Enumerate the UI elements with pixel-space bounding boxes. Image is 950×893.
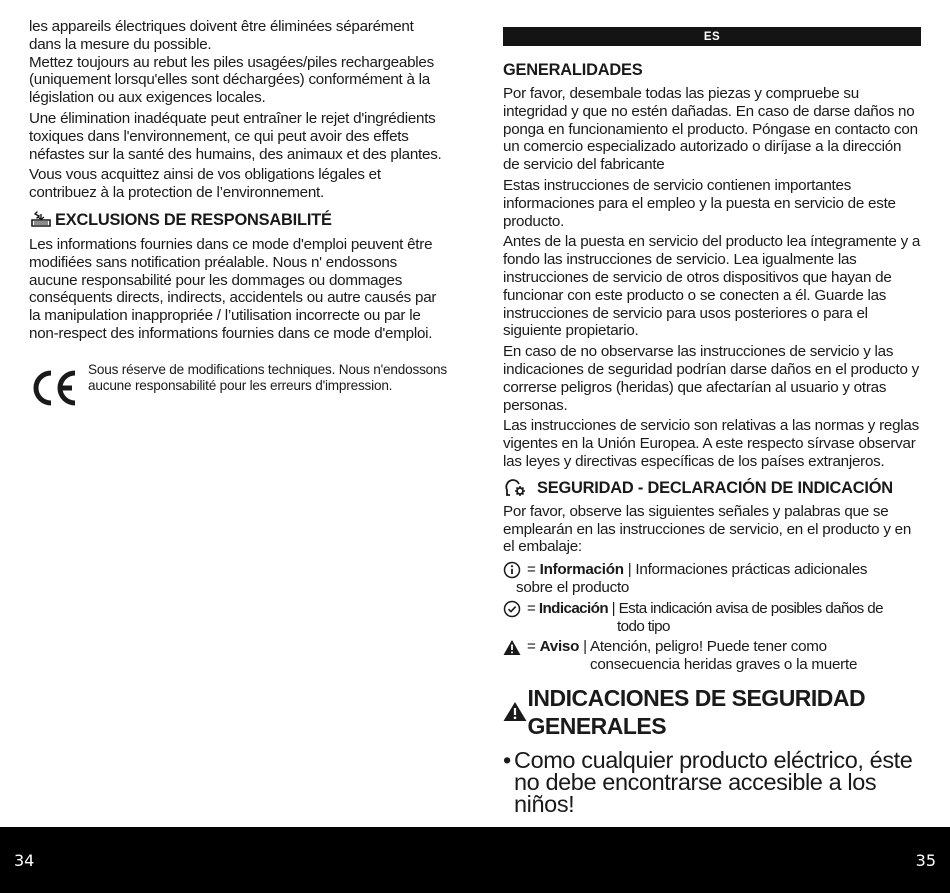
legend-desc-indication-1: Esta indicación avisa de posibles daños de [618,599,883,617]
legend-item-warning: = Aviso | Atención, peligro! Puede tener como consecuencia heridas graves o la muerte [503,638,921,674]
safety-intro: Por favor, observe las siguientes señales y palabras que se emplearán en las instrucciones de servicio, en el producto y en el embalaje: [503,502,912,556]
legend-desc-indication-2: todo tipo [617,617,670,635]
bullet-text: Como cualquier producto eléctrico, éste no debe encontrarse accesible a los niños! [514,746,913,817]
warning-large-icon [503,701,527,722]
paragraph-es-1: Por favor, desembale todas las piezas y compruebe su integridad y que no estén dañadas. En caso de darse daños no ponga en funcionamiento el producto. Póngase en contacto con un comercio especializado autorizado o diríjase a la dirección de servicio del fabricante [503,85,918,174]
check-circle-icon [503,600,527,618]
bullet-dot: • [503,746,511,773]
paragraph-legal: Vous vous acquittez ainsi de vos obligations légales et contribuez à la protection de l’environnement. [29,166,381,202]
bullet-item [503,746,921,817]
language-bar: ES [503,27,921,46]
safety-gear-icon [503,478,537,498]
paragraph-es-3: Antes de la puesta en servicio del producto lea íntegramente y a fondo las instrucciones de servicio. Lea igualmente las instrucciones de servicio de otros dispositivos que hayan de funcionar con este producto o se conecten a él. Guarde las instrucciones de servicio para usos posteriores o para el siguiente propietario. [503,233,921,340]
legend-desc-warning-2: consecuencia heridas graves o la muerte [590,656,858,674]
exclusions-text: Les informations fournies dans ce mode d'emploi peuvent être modifiées sans notification préalable. Nous n' endossons aucune responsabilité pour les dommages ou dommages conséquents directs, indirects, accidentels ou autre causés par la manipulation inappropriée / l’utilisation incorrecte ou par le non-respect des informations fournies dans ce mode d'emploi. [29,235,437,342]
left-column [29,18,449,409]
legend-term-warning: Aviso [539,638,580,656]
intro-line-2: Mettez toujours au rebut les piles usagées/piles rechargeables (uniquement lorsqu'elles sont déchargées) conformément à la législation ou aux exigences locales. [29,53,434,107]
legend-desc-warning-1: Atención, peligro! Puede tener como [589,638,827,656]
ce-text: Sous réserve de modifications techniques. Nous n'endossons aucune responsabilité pour les erreurs d'impression. [88,361,447,394]
general-safety-heading [503,684,921,740]
legend-term-indication: Indicación [538,599,608,617]
general-heading [503,60,921,80]
paragraph-es-4: En caso de no observarse las instrucciones de servicio y las indicaciones de seguridad podrían darse daños en el producto y correrse peligros (heridas) que afectarían al usuario y otras personas. [503,343,919,414]
safety-heading [503,478,921,498]
paragraph-toxic: Une élimination inadéquate peut entraîner le rejet d'ingrédients toxiques dans l'environnement, ce qui peut avoir des effets néfastes sur la santé des humains, des animaux et des plantes. [29,109,442,163]
scale-icon [29,210,55,230]
legend-desc-information-2: sobre el producto [516,578,630,596]
right-column [503,60,921,815]
general-heading-text: GENERALIDADES [503,61,643,79]
exclusions-heading-text: EXCLUSIONS DE RESPONSABILITÉ [55,210,332,229]
ce-block [29,361,449,409]
page-number-left: 34 [14,851,35,870]
ce-mark-icon [29,367,81,409]
legend-item-indication: = Indicación | Esta indicación avisa de posibles daños de todo tipo [503,600,921,636]
legend-desc-information-1: Informaciones prácticas adicionales [635,561,868,579]
legend-term-information: Información [539,561,624,579]
legend-item-information: = Información | Informaciones prácticas adicionales sobre el producto [503,561,921,597]
paragraph-es-2: Estas instrucciones de servicio contienen importantes informaciones para el empleo y la puesta en servicio de este producto. [503,176,896,230]
intro-line-1: les appareils électriques doivent être éliminées séparément dans la mesure du possible. [29,18,414,53]
footer-bar [0,827,950,893]
page-number-right: 35 [915,851,936,870]
warning-icon [503,638,527,656]
info-icon [503,561,527,579]
safety-heading-text: SEGURIDAD - DECLARACIÓN DE INDICACIÓN [537,478,893,497]
general-safety-heading-text: INDICACIONES DE SEGURIDAD GENERALES [527,684,866,739]
legend-list [503,561,921,674]
paragraph-es-5: Las instrucciones de servicio son relativas a las normas y reglas vigentes en la Unión Europea. A este respecto sírvase observar las leyes y directivas específicas de los países extranjeros. [503,417,919,470]
exclusions-heading [29,210,449,230]
